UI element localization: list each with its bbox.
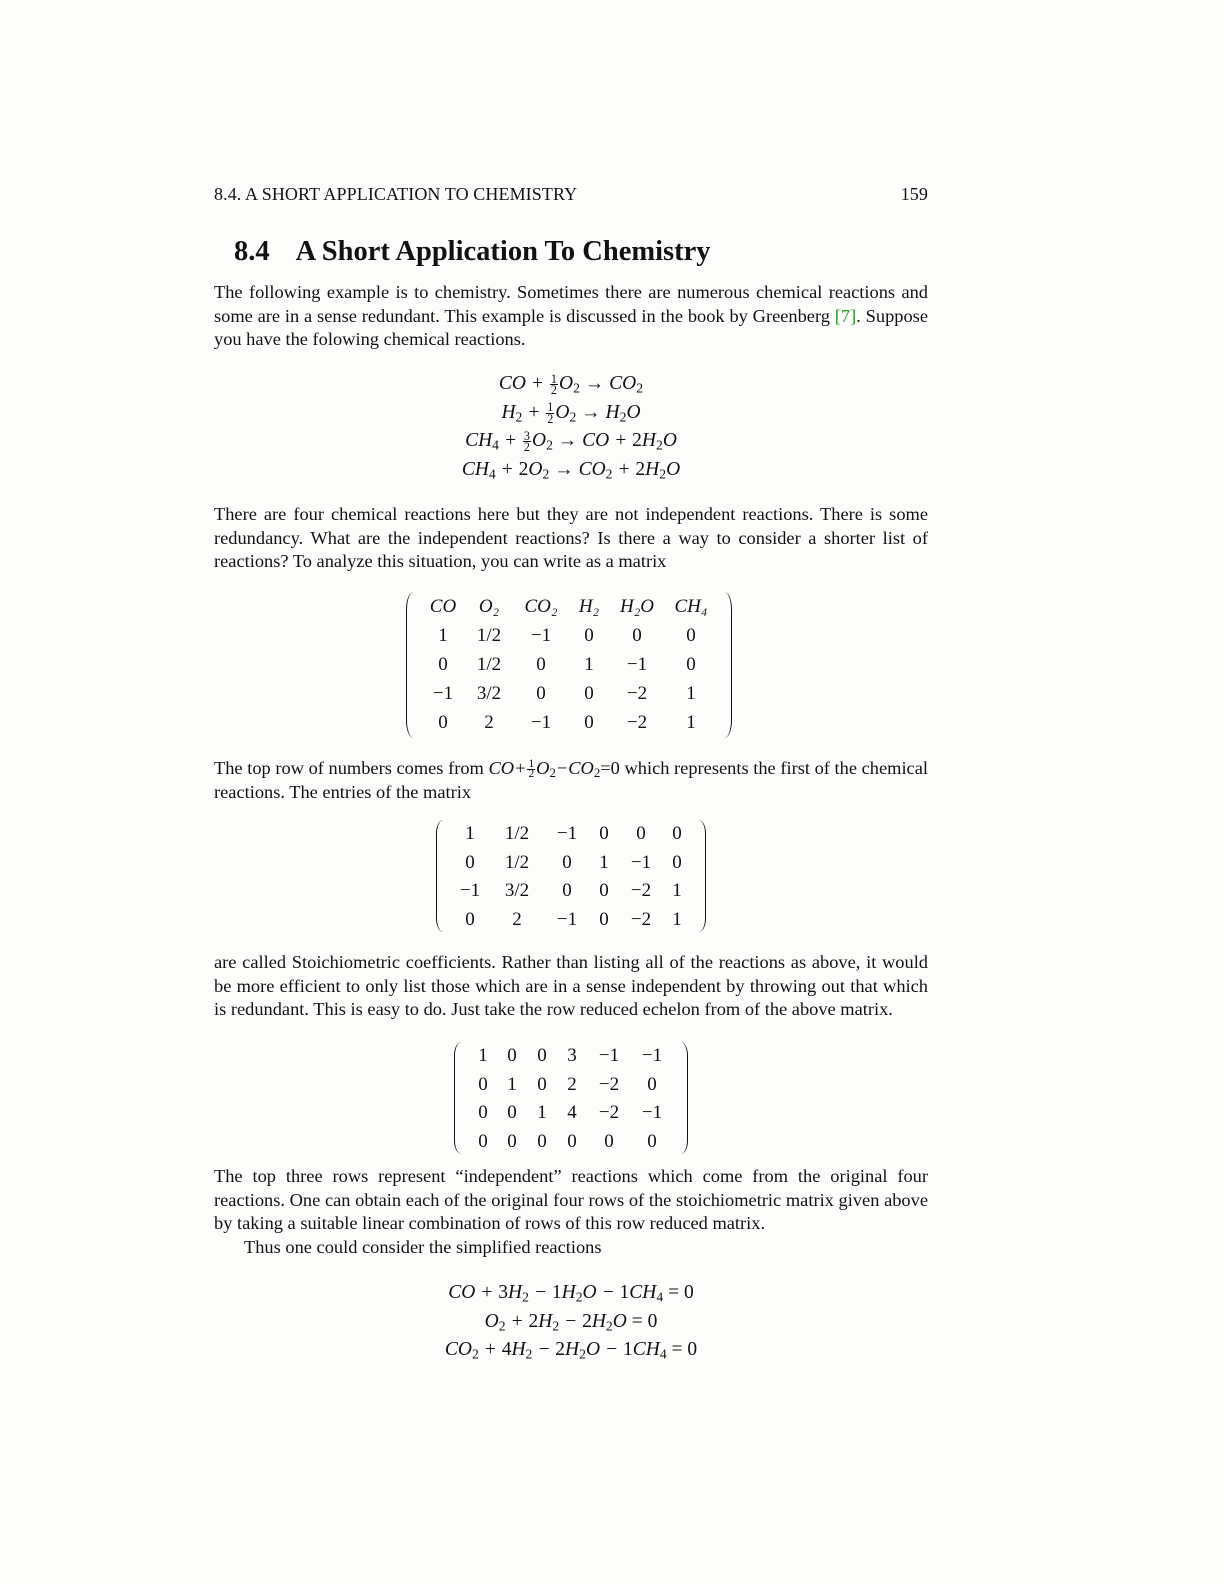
matrix-cell: 0: [537, 1045, 547, 1067]
paragraph-intro: [214, 281, 928, 352]
matrix-cell: 3/2: [504, 880, 530, 902]
matrix-cell: 2: [567, 1073, 577, 1095]
matrix-cell: −2: [626, 683, 648, 705]
matrix-cell: −2: [630, 908, 652, 930]
matrix-cell: 1: [478, 1045, 488, 1067]
matrix-table: [451, 820, 691, 934]
matrix-cell: 1: [584, 653, 594, 675]
matrix-cell: 0: [537, 1073, 547, 1095]
paragraph-text: which represents the first of the chemical reactions. The entries of the matrix: [214, 758, 928, 802]
reaction-3: $CH_4$ + $\frac{3}{2}$ $O_2$ → CO + $2H_2O$: [465, 428, 677, 455]
matrix-cell: 1: [507, 1073, 517, 1095]
matrix-row: [421, 709, 717, 738]
right-paren: [691, 820, 706, 932]
matrix-cell: −1: [530, 624, 552, 646]
right-paren: [717, 592, 732, 738]
matrix-cell: −1: [530, 712, 552, 734]
matrix-header: H₂O: [619, 595, 655, 617]
matrix-cell: −1: [598, 1045, 620, 1067]
paragraph-simplified-intro: Thus one could consider the simplified reactions: [244, 1237, 602, 1257]
matrix-cell: 0: [438, 653, 448, 675]
matrix-row: [469, 1042, 673, 1071]
reaction-2: $H_2$ + $\frac{1}{2}$ $O_2 \to H_2O$: [501, 400, 641, 426]
citation-link[interactable]: [7]: [834, 305, 857, 326]
reaction-4: $CH_4 + 2O_2 \to CO_2 + 2H_2O$: [461, 458, 681, 481]
matrix-cell: 0: [478, 1130, 488, 1152]
reaction-1: CO + $\frac{1}{2}$ $O_2 \to CO_2$: [498, 371, 644, 398]
matrix-header: CH₄: [674, 595, 708, 617]
matrix-cell: 1/2: [476, 653, 502, 675]
matrix-row: [469, 1128, 673, 1157]
matrix-cell: 0: [465, 851, 475, 873]
matrix-cell: 4: [567, 1102, 577, 1124]
matrix-cell: −2: [630, 880, 652, 902]
matrix-cell: 0: [536, 683, 546, 705]
left-paren: [406, 592, 421, 738]
matrix-cell: −1: [459, 880, 481, 902]
matrix-table: [469, 1042, 673, 1156]
matrix-cell: 0: [636, 823, 646, 845]
matrix-row: [451, 906, 691, 935]
matrix-cell: −1: [556, 823, 578, 845]
matrix-cell: 0: [478, 1102, 488, 1124]
right-paren: [673, 1042, 688, 1154]
running-title: 8.4. A SHORT APPLICATION TO CHEMISTRY: [214, 184, 578, 204]
matrix-cell: 1: [438, 624, 448, 646]
matrix-cell: 0: [599, 908, 609, 930]
matrix-cell: −2: [598, 1102, 620, 1124]
matrix-header-row: [421, 592, 717, 621]
matrix-row: [421, 680, 717, 709]
running-header: [214, 184, 928, 205]
matrix-cell: 0: [478, 1073, 488, 1095]
section-heading: [234, 236, 711, 268]
matrix-cell: 2: [512, 908, 522, 930]
matrix-cell: 0: [584, 624, 594, 646]
paragraph-text: . Suppose you have the folowing chemical reactions.: [214, 305, 928, 350]
stoichiometric-coefficient-matrix: [436, 820, 706, 932]
matrix-cell: 0: [686, 653, 696, 675]
section-title: A Short Application To Chemistry: [295, 236, 711, 267]
matrix-cell: 1/2: [504, 823, 530, 845]
matrix-cell: 1/2: [504, 851, 530, 873]
inline-equation: CO+ $\frac{1}{2}$ $O_2-CO_2=0$: [488, 757, 620, 781]
matrix-cell: 0: [672, 851, 682, 873]
labeled-stoichiometric-matrix: [406, 592, 732, 738]
matrix-row: [451, 820, 691, 849]
matrix-cell: −1: [630, 851, 652, 873]
matrix-cell: 0: [686, 624, 696, 646]
matrix-cell: 0: [562, 880, 572, 902]
matrix-cell: 0: [465, 908, 475, 930]
matrix-cell: 3/2: [476, 683, 502, 705]
matrix-row: [451, 877, 691, 906]
matrix-cell: 0: [507, 1045, 517, 1067]
matrix-cell: 1/2: [476, 624, 502, 646]
simplified-reaction-2: $O_2 + 2H_2 - 2H_2O = 0$: [484, 1310, 658, 1333]
matrix-row: [451, 849, 691, 878]
row-reduced-echelon-matrix: [454, 1042, 688, 1154]
matrix-cell: 0: [536, 653, 546, 675]
matrix-header: H₂: [578, 595, 600, 617]
matrix-cell: −2: [626, 712, 648, 734]
paragraph-redundancy: There are four chemical reactions here but they are not independent reactions. There is some redundancy. What are the independent reactions? Is there a way to consider a shorter list of reactions? To analyze this situation, you can write as a matrix: [214, 504, 928, 572]
matrix-cell: 0: [632, 624, 642, 646]
paragraph-text: The top row of numbers comes from: [214, 758, 489, 778]
page-number: 159: [900, 184, 928, 204]
matrix-cell: 3: [567, 1045, 577, 1067]
matrix-cell: 0: [672, 823, 682, 845]
matrix-row: [469, 1099, 673, 1128]
matrix-cell: 0: [537, 1130, 547, 1152]
left-paren: [454, 1042, 469, 1154]
matrix-cell: 0: [507, 1130, 517, 1152]
paragraph-text: The following example is to chemistry. Sometimes there are numerous chemical reactions and some are in a sense redundant. This example is discussed in the book by Greenberg: [214, 282, 928, 326]
matrix-cell: −2: [598, 1073, 620, 1095]
matrix-table: [421, 592, 717, 738]
simplified-reaction-3: $CO_2 + 4H_2 - 2H_2O - 1CH_4 = 0$: [444, 1339, 698, 1362]
matrix-cell: 1: [672, 880, 682, 902]
section-number: 8.4: [234, 236, 270, 267]
matrix-header: O₂: [478, 595, 500, 617]
matrix-cell: 0: [604, 1130, 614, 1152]
matrix-cell: −1: [626, 653, 648, 675]
matrix-cell: 0: [562, 851, 572, 873]
matrix-cell: 0: [647, 1073, 657, 1095]
matrix-cell: −1: [432, 683, 454, 705]
paragraph-top-row: [214, 757, 928, 804]
simplified-reactions: [214, 1279, 928, 1365]
matrix-cell: 1: [537, 1102, 547, 1124]
paragraph-stoichiometric: are called Stoichiometric coefficients. Rather than listing all of the reactions as above, it would be more efficient to only list those which are in a sense independent by throwing out that which is redundant. This is easy to do. Just take the row reduced echelon from of the above matrix.: [214, 952, 928, 1020]
matrix-cell: −1: [556, 908, 578, 930]
matrix-cell: 0: [567, 1130, 577, 1152]
matrix-cell: 1: [686, 683, 696, 705]
matrix-cell: 0: [647, 1130, 657, 1152]
matrix-cell: 1: [465, 823, 475, 845]
left-paren: [436, 820, 451, 932]
matrix-row: [421, 650, 717, 679]
reaction-equations: [214, 370, 928, 484]
matrix-cell: −1: [641, 1102, 663, 1124]
matrix-cell: −1: [641, 1045, 663, 1067]
matrix-cell: 0: [599, 823, 609, 845]
matrix-cell: 2: [484, 712, 494, 734]
matrix-cell: 0: [599, 880, 609, 902]
matrix-header: CO₂: [524, 595, 558, 617]
matrix-cell: 0: [584, 712, 594, 734]
simplified-reaction-1: CO + $3H_2 - 1H_2O - 1CH_4 = 0$: [448, 1282, 694, 1305]
matrix-cell: 0: [507, 1102, 517, 1124]
matrix-cell: 1: [672, 908, 682, 930]
matrix-cell: 0: [584, 683, 594, 705]
matrix-cell: 1: [686, 712, 696, 734]
matrix-row: [421, 621, 717, 650]
matrix-header: CO: [429, 595, 457, 617]
paragraph-independent: The top three rows represent “independent” reactions which come from the original four reactions. One can obtain each of the original four rows of the stoichiometric matrix given above by taking a suitable linear combination of rows of this row reduced matrix.: [214, 1166, 928, 1234]
matrix-cell: 0: [438, 712, 448, 734]
matrix-row: [469, 1071, 673, 1100]
matrix-cell: 1: [599, 851, 609, 873]
